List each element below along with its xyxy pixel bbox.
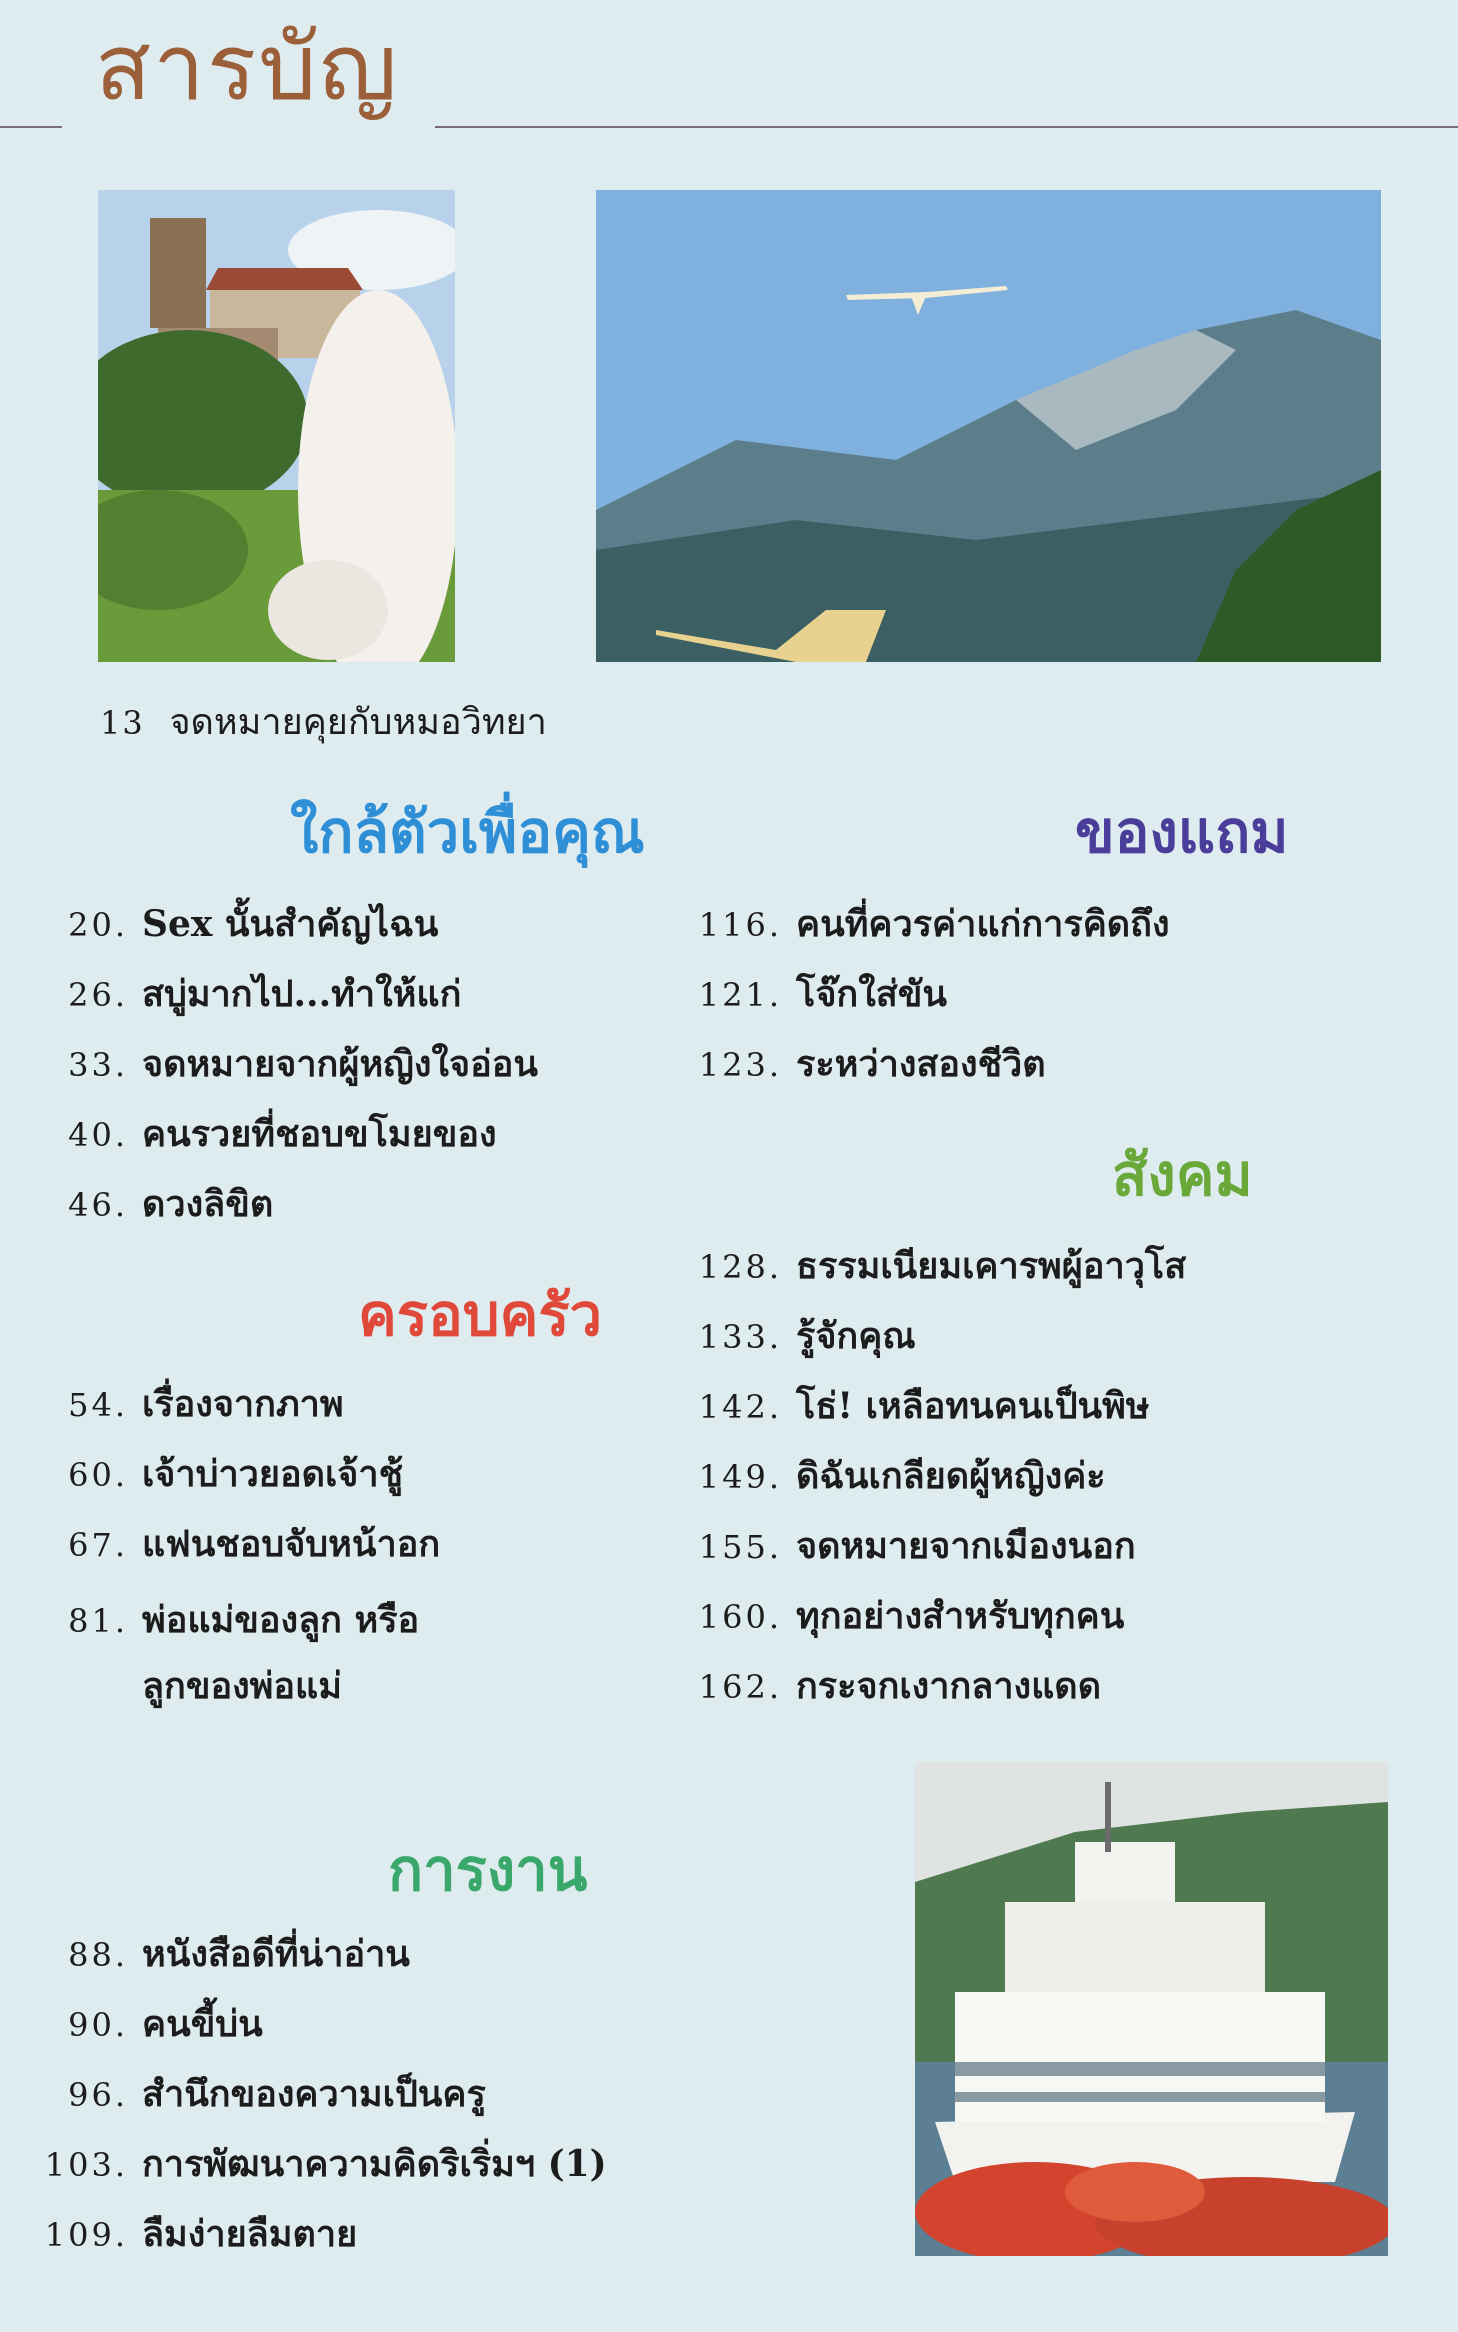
page-number: 149.	[698, 1458, 782, 1496]
entry-title: สบู่มากไป...ทำให้แก่	[142, 973, 462, 1015]
page-number: 123.	[698, 1046, 782, 1084]
toc-entry[interactable]	[0, 1375, 344, 1432]
toc-entry[interactable]	[0, 965, 461, 1022]
toc-entry[interactable]	[650, 1517, 1136, 1574]
toc-entry[interactable]	[0, 1105, 497, 1162]
toc-entry[interactable]	[0, 1445, 403, 1502]
title-rule-right	[435, 126, 1458, 128]
page-number: 142.	[698, 1388, 782, 1426]
entry-title: แฟนชอบจับหน้าอก	[142, 1523, 441, 1565]
page-number: 54.	[68, 1386, 128, 1424]
toc-entry[interactable]	[650, 1447, 1106, 1504]
entry-title: คนขี้บ่น	[142, 2003, 263, 2045]
entry-title: ดิฉันเกลียดผู้หญิงค่ะ	[796, 1455, 1106, 1497]
page-number: 81.	[68, 1602, 128, 1640]
glider-mountains-photo	[596, 190, 1381, 662]
section-heading-family: ครอบครัว	[358, 1281, 603, 1349]
page-number: 20.	[68, 906, 128, 944]
toc-entry[interactable]	[0, 1035, 538, 1092]
entry-title: สำนึกของความเป็นครู	[142, 2073, 486, 2115]
toc-entry[interactable]	[0, 2205, 357, 2262]
title-rule-left	[0, 126, 62, 128]
page-number: 133.	[698, 1318, 782, 1356]
toc-entry-continued[interactable]	[0, 1657, 342, 1714]
ferry-boat-photo	[915, 1762, 1388, 2256]
page-number: 162.	[698, 1668, 782, 1706]
page-number: 155.	[698, 1528, 782, 1566]
entry-title: จดหมายจากผู้หญิงใจอ่อน	[142, 1043, 538, 1085]
entry-title: โธ่! เหลือทนคนเป็นพิษ	[796, 1385, 1150, 1427]
page-title: สารบัญ	[95, 14, 400, 121]
toc-entry[interactable]	[0, 1175, 273, 1232]
page-number: 40.	[68, 1116, 128, 1154]
toc-entry[interactable]	[650, 1237, 1186, 1294]
page-number: 13	[100, 704, 145, 742]
page-number: 121.	[698, 976, 782, 1014]
page-number: 128.	[698, 1248, 782, 1286]
page-number: 88.	[68, 1936, 128, 1974]
entry-title: รู้จักคุณ	[796, 1315, 916, 1357]
page-number: 103.	[44, 2146, 128, 2184]
entry-title: Sex นั้นสำคัญไฉน	[142, 903, 439, 945]
page-number: 116.	[698, 906, 782, 944]
toc-entry[interactable]	[650, 965, 947, 1022]
entry-title: ดวงลิขิต	[142, 1183, 274, 1225]
entry-title: จดหมายจากเมืองนอก	[796, 1525, 1136, 1567]
entry-title: โจ๊กใส่ขัน	[796, 973, 947, 1015]
entry-title: พ่อแม่ของลูก หรือ	[142, 1599, 420, 1641]
section-heading-near-you: ใกล้ตัวเพื่อคุณ	[290, 798, 645, 866]
toc-entry[interactable]	[650, 1307, 916, 1364]
toc-entry[interactable]	[650, 895, 1170, 952]
toc-entry[interactable]	[0, 1591, 419, 1648]
entry-title: ระหว่างสองชีวิต	[796, 1043, 1046, 1085]
entry-title: เจ้าบ่าวยอดเจ้าชู้	[142, 1453, 404, 1495]
page-number: 90.	[68, 2006, 128, 2044]
entry-title: คนที่ควรค่าแก่การคิดถึง	[796, 903, 1170, 945]
page-number: 109.	[44, 2216, 128, 2254]
page-number: 96.	[68, 2076, 128, 2114]
toc-entry[interactable]	[650, 1377, 1150, 1434]
toc-entry[interactable]	[650, 1587, 1124, 1644]
entry-title: การพัฒนาความคิดริเริ่มฯ (1)	[142, 2143, 607, 2185]
page-number: 46.	[68, 1186, 128, 1224]
castle-photo	[98, 190, 455, 662]
page-number: 67.	[68, 1526, 128, 1564]
entry-title: ธรรมเนียมเคารพผู้อาวุโส	[796, 1245, 1187, 1287]
toc-entry[interactable]	[650, 1657, 1101, 1714]
entry-title: กระจกเงากลางแดด	[796, 1665, 1102, 1707]
toc-entry[interactable]	[0, 2135, 607, 2192]
page-number: 26.	[68, 976, 128, 1014]
entry-title: ลูกของพ่อแม่	[142, 1665, 342, 1707]
page-number: 160.	[698, 1598, 782, 1636]
entry-title: ลืมง่ายลืมตาย	[142, 2213, 358, 2255]
toc-entry[interactable]	[0, 895, 438, 952]
toc-entry[interactable]	[0, 1995, 263, 2052]
toc-entry[interactable]	[0, 2065, 486, 2122]
section-heading-work: การงาน	[388, 1836, 588, 1904]
toc-entry[interactable]	[650, 1035, 1046, 1092]
entry-title: เรื่องจากภาพ	[142, 1383, 344, 1425]
entry-title: ทุกอย่างสำหรับทุกคน	[796, 1595, 1125, 1637]
page-number: 60.	[68, 1456, 128, 1494]
section-heading-bonus: ของแถม	[1075, 798, 1289, 866]
section-heading-society: สังคม	[1112, 1141, 1253, 1209]
toc-entry[interactable]	[0, 1515, 440, 1572]
toc-entry[interactable]	[0, 1925, 410, 1982]
entry-title: คนรวยที่ชอบขโมยของ	[142, 1113, 497, 1155]
entry-title: หนังสือดีที่น่าอ่าน	[142, 1933, 410, 1975]
toc-intro-entry[interactable]	[100, 693, 547, 750]
page-number: 33.	[68, 1046, 128, 1084]
entry-title: จดหมายคุยกับหมอวิทยา	[169, 702, 547, 743]
